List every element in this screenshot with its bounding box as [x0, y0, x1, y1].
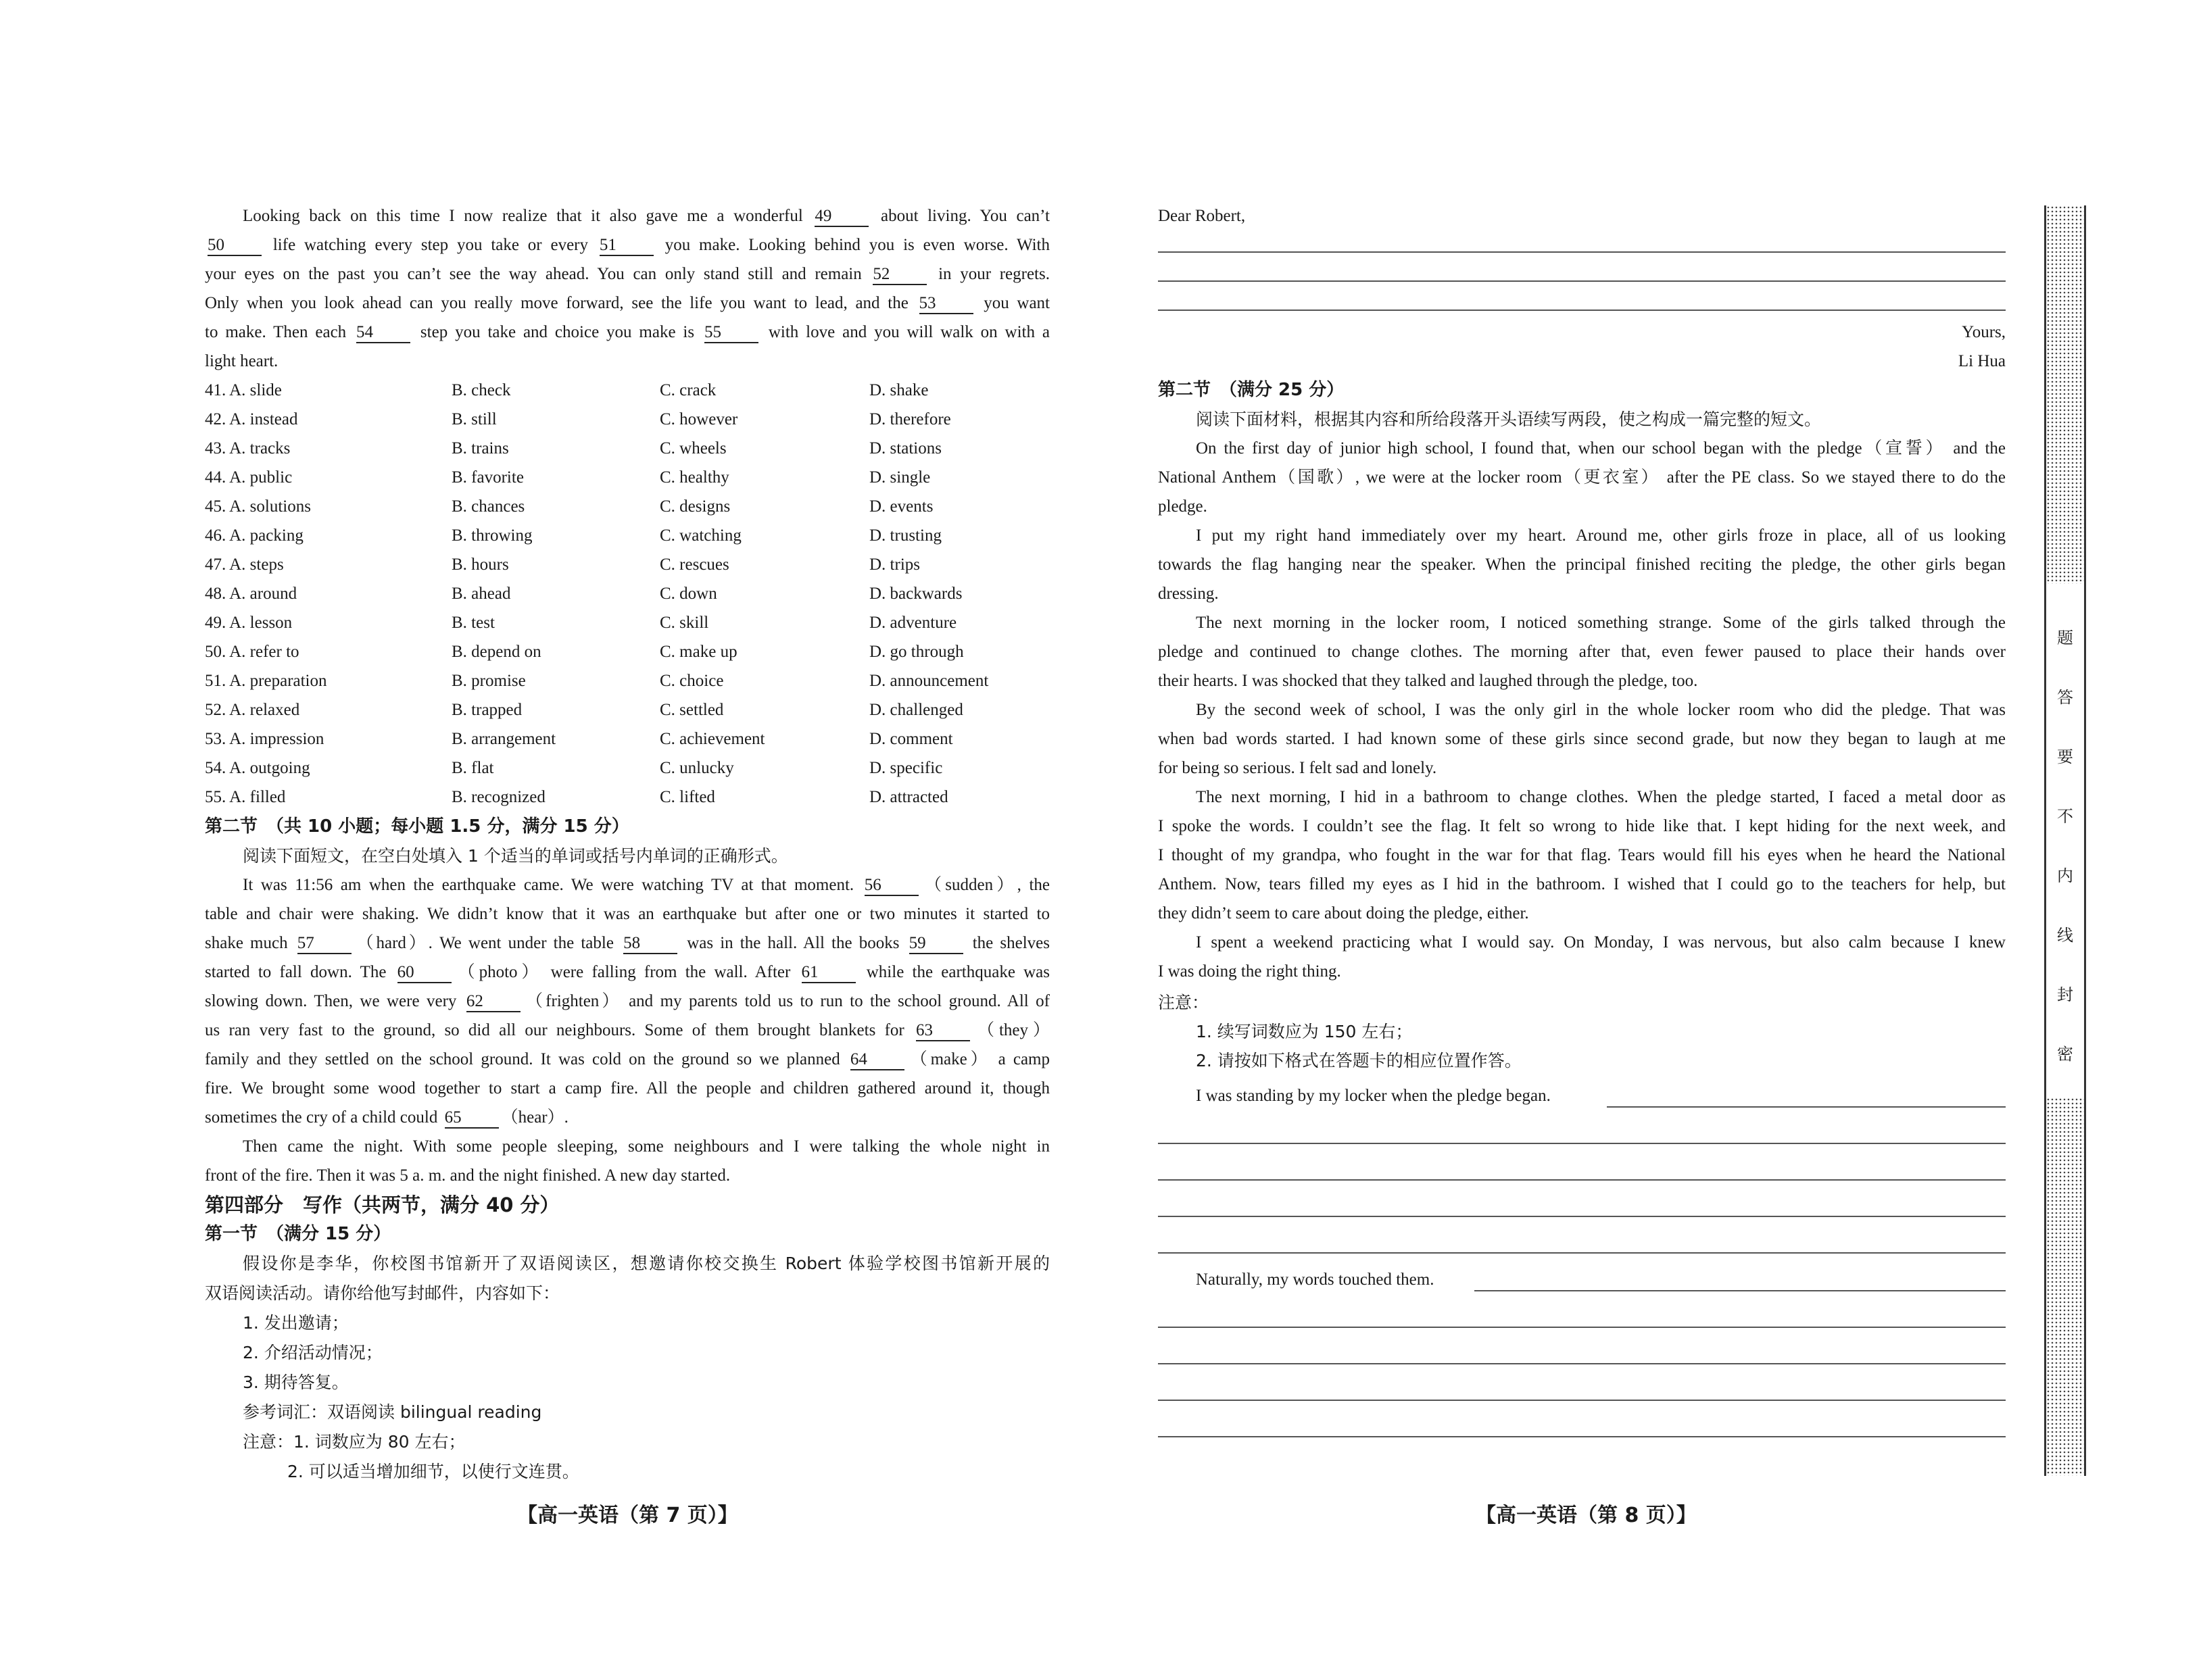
- story-line: The next morning in the locker room, I noticed something strange. Some of the girls talked through the: [1196, 614, 2006, 632]
- option-choice: C. choice: [660, 672, 724, 690]
- option-choice: C. make up: [660, 643, 737, 661]
- option-choice: B. promise: [452, 672, 526, 690]
- text-line: [205, 1132, 1050, 1161]
- seal-line-sidebar: [2044, 205, 2086, 1476]
- letter-greeting: Dear Robert,: [1158, 207, 1246, 225]
- grammar-fill-passage-end: [205, 1132, 1050, 1190]
- story-line: On the first day of junior high school, I found that, when our school began with the pledge（宣誓） and the: [1196, 439, 2006, 458]
- continuation-prompt-1: I was standing by my locker when the pledge began.: [1196, 1087, 1551, 1105]
- text-segment: shake much: [205, 934, 295, 952]
- option-choice: C. however: [660, 410, 738, 428]
- text-segment: in your regrets.: [929, 265, 1050, 283]
- section2-heading: 第二节 （共 10 小题；每小题 1.5 分，满分 15 分）: [205, 816, 629, 837]
- text-segment: table and chair were shaking. We didn’t know that it was an earthquake but after one or two minutes it started to: [205, 905, 1050, 923]
- text-segment: sometimes the cry of a child could: [205, 1108, 442, 1127]
- text-segment: （frighten） and my parents told us to run to the school ground. All of: [523, 992, 1050, 1010]
- option-choice: D. trusting: [869, 526, 942, 545]
- answer-line: [1607, 1106, 2006, 1108]
- letter-closing-yours: Yours,: [1962, 323, 2006, 341]
- option-choice: C. rescues: [660, 555, 729, 574]
- option-choice: 44. A. public: [205, 468, 293, 487]
- answer-line: [1158, 251, 2006, 253]
- option-row: [205, 376, 1050, 405]
- text-segment: while the earthquake was: [858, 963, 1050, 981]
- answer-line: [1158, 280, 2006, 282]
- option-choice: 42. A. instead: [205, 410, 298, 428]
- text-segment: （sudden）, the: [921, 876, 1050, 894]
- seal-line-char: 题: [2057, 628, 2073, 647]
- answer-line: [1474, 1290, 2006, 1291]
- story-line: I thought of my grandpa, who fought in the war for that flag. Tears would fill his eyes when he heard the National: [1158, 846, 2006, 864]
- cloze-passage-ending: [205, 201, 1050, 376]
- story-line: pledge.: [1158, 497, 1207, 516]
- option-choice: C. settled: [660, 701, 724, 719]
- text-segment: fire. We brought some wood together to start a camp fire. All the people and children gathered around it, though: [205, 1079, 1050, 1097]
- option-row: [205, 753, 1050, 783]
- text-segment: （they）: [972, 1021, 1050, 1039]
- writing-note-2: 2. 可以适当增加细节，以使行文连贯。: [287, 1462, 579, 1481]
- option-choice: 41. A. slide: [205, 381, 282, 399]
- option-choice: B. ahead: [452, 585, 511, 603]
- seal-line-char: 不: [2057, 807, 2073, 826]
- story-line: I spoke the words. I couldn’t see the flag. It felt so wrong to hide like that. I kept hiding for the next week, and: [1158, 817, 2006, 835]
- option-choice: D. trips: [869, 555, 920, 574]
- option-row: [205, 463, 1050, 492]
- option-choice: C. designs: [660, 497, 731, 516]
- part4-heading: 第四部分 写作（共两节，满分 40 分）: [205, 1193, 560, 1216]
- note-1: 1. 续写词数应为 150 左右；: [1196, 1022, 1413, 1041]
- text-segment: （hear）.: [501, 1108, 569, 1127]
- option-choice: C. unlucky: [660, 759, 734, 777]
- text-segment: to make. Then each: [205, 323, 354, 341]
- answer-blank[interactable]: 63: [916, 1021, 970, 1041]
- option-choice: D. adventure: [869, 614, 957, 632]
- story-line: I spent a weekend practicing what I would say. On Monday, I was nervous, but also calm because I knew: [1196, 933, 2006, 952]
- option-choice: 45. A. solutions: [205, 497, 311, 516]
- option-choice: 54. A. outgoing: [205, 759, 310, 777]
- text-line: 假设你是李华，你校图书馆新开了双语阅读区，想邀请你校交换生 Robert 体验学校图书馆新开展的: [243, 1254, 1050, 1273]
- option-choice: 49. A. lesson: [205, 614, 293, 632]
- answer-line: [1158, 310, 2006, 311]
- option-choice: 48. A. around: [205, 585, 297, 603]
- answer-blank[interactable]: 50: [208, 236, 262, 256]
- answer-line: [1158, 1327, 2006, 1328]
- answer-blank[interactable]: 51: [600, 236, 654, 256]
- answer-blank[interactable]: 55: [704, 323, 758, 343]
- story-line: I was doing the right thing.: [1158, 962, 1341, 981]
- text-segment: was in the hall. All the books: [680, 934, 906, 952]
- grammar-fill-passage: [205, 870, 1050, 1132]
- option-choice: 52. A. relaxed: [205, 701, 300, 719]
- option-row: [205, 608, 1050, 637]
- option-choice: C. lifted: [660, 788, 715, 806]
- sidebar-dot-pattern-top: [2046, 205, 2084, 584]
- text-segment: It was 11:56 am when the earthquake came. We were watching TV at that moment.: [243, 876, 862, 894]
- answer-blank[interactable]: 53: [919, 294, 973, 314]
- note-label: 注意：: [1158, 993, 1209, 1012]
- option-choice: B. throwing: [452, 526, 533, 545]
- seal-line-char: 封: [2057, 985, 2073, 1004]
- page-footer-7: 【高一英语（第 7 页）】: [517, 1504, 738, 1527]
- story-line: for being so serious. I felt sad and lonely.: [1158, 759, 1437, 777]
- option-row: [205, 724, 1050, 753]
- option-row: [205, 637, 1050, 666]
- text-line: [205, 1016, 1050, 1045]
- option-choice: C. healthy: [660, 468, 729, 487]
- option-row: [205, 405, 1050, 434]
- continuation-prompt-2: Naturally, my words touched them.: [1196, 1270, 1434, 1289]
- option-choice: D. therefore: [869, 410, 951, 428]
- option-choice: B. chances: [452, 497, 525, 516]
- cloze-options-table: [205, 376, 1050, 812]
- option-choice: B. flat: [452, 759, 494, 777]
- seal-line-char: 答: [2057, 688, 2073, 707]
- option-choice: D. stations: [869, 439, 942, 458]
- story-line: when bad words started. I had known some of these girls since second grade, but now they began to laugh at me: [1158, 730, 2006, 748]
- option-choice: B. trapped: [452, 701, 523, 719]
- story-line: The next morning, I hid in a bathroom to change clothes. When the pledge started, I faced a metal door as: [1196, 788, 2006, 806]
- answer-blank[interactable]: 52: [873, 265, 927, 285]
- answer-line: [1158, 1400, 2006, 1401]
- text-line: [205, 318, 1050, 347]
- option-row: [205, 550, 1050, 579]
- text-line: [205, 870, 1050, 899]
- option-choice: 46. A. packing: [205, 526, 304, 545]
- answer-line: [1158, 1143, 2006, 1144]
- answer-line: [1158, 1436, 2006, 1437]
- text-segment: the shelves: [965, 934, 1050, 952]
- writing-item-1: 1. 发出邀请；: [243, 1313, 349, 1333]
- text-line: [205, 201, 1050, 230]
- answer-blank[interactable]: 58: [623, 934, 677, 954]
- text-segment: you make. Looking behind you is even worse. With: [656, 236, 1050, 254]
- text-line: [205, 958, 1050, 987]
- text-segment: front of the fire. Then it was 5 a. m. and the night finished. A new day started.: [205, 1166, 731, 1185]
- text-segment: life watching every step you take or every: [264, 236, 597, 254]
- story-line: I put my right hand immediately over my heart. Around me, other girls froze in place, all of us looking: [1196, 526, 2006, 545]
- option-choice: B. arrangement: [452, 730, 556, 748]
- text-line: [205, 987, 1050, 1016]
- writing-item-2: 2. 介绍活动情况；: [243, 1343, 383, 1362]
- answer-blank[interactable]: 57: [297, 934, 352, 954]
- option-row: [205, 434, 1050, 463]
- story-line: they didn’t seem to care about doing the pledge, either.: [1158, 904, 1529, 922]
- answer-blank[interactable]: 64: [850, 1050, 904, 1070]
- option-choice: D. single: [869, 468, 931, 487]
- text-segment: Then came the night. With some people sleeping, some neighbours and I were talking the whole night in: [243, 1137, 1050, 1156]
- seal-line-char: 线: [2057, 926, 2073, 945]
- option-choice: D. go through: [869, 643, 964, 661]
- option-choice: D. attracted: [869, 788, 948, 806]
- text-segment: （photo） were falling from the wall. After: [454, 963, 799, 981]
- option-choice: B. favorite: [452, 468, 524, 487]
- answer-blank[interactable]: 49: [815, 207, 869, 227]
- text-line: [205, 1161, 1050, 1190]
- writing-task-prompt: [205, 1249, 1050, 1308]
- text-line: [205, 1045, 1050, 1074]
- answer-blank[interactable]: 56: [865, 876, 919, 896]
- option-choice: B. still: [452, 410, 497, 428]
- option-choice: C. achievement: [660, 730, 765, 748]
- story-line: towards the flag hanging near the speaker. When the principal finished reciting the pledge, the other girls began: [1158, 555, 2006, 574]
- part4-section1-heading: 第一节 （满分 15 分）: [205, 1224, 391, 1244]
- option-row: [205, 695, 1050, 724]
- text-segment: us ran very fast to the ground, so did all our neighbours. Some of them brought blankets for: [205, 1021, 913, 1039]
- option-choice: B. trains: [452, 439, 509, 458]
- text-segment: you want: [975, 294, 1050, 312]
- option-choice: D. backwards: [869, 585, 963, 603]
- option-choice: B. depend on: [452, 643, 541, 661]
- text-line: [205, 230, 1050, 260]
- answer-blank[interactable]: 59: [909, 934, 963, 954]
- option-choice: 55. A. filled: [205, 788, 286, 806]
- option-choice: B. recognized: [452, 788, 546, 806]
- answer-line: [1158, 1216, 2006, 1217]
- option-choice: D. announcement: [869, 672, 989, 690]
- option-row: [205, 579, 1050, 608]
- writing-note-1: 注意：1. 词数应为 80 左右；: [243, 1432, 466, 1452]
- text-line: [205, 260, 1050, 289]
- text-segment: with love and you will walk on with a: [760, 323, 1050, 341]
- note-2: 2. 请按如下格式在答题卡的相应位置作答。: [1196, 1051, 1522, 1070]
- option-choice: D. specific: [869, 759, 943, 777]
- text-segment: family and they settled on the school ground. It was cold on the ground so we planned: [205, 1050, 848, 1068]
- text-segment: step you take and choice you make is: [413, 323, 702, 341]
- story-line: pledge and continued to change clothes. The morning after that, even fewer paused to place their hands over: [1158, 643, 2006, 661]
- sidebar-dot-pattern-bottom: [2046, 1097, 2084, 1476]
- text-line: 双语阅读活动。请你给他写封邮件，内容如下：: [205, 1283, 560, 1303]
- text-line: [205, 1074, 1050, 1103]
- option-choice: C. skill: [660, 614, 709, 632]
- answer-blank[interactable]: 60: [397, 963, 452, 983]
- seal-line-char: 内: [2057, 866, 2073, 885]
- option-choice: 53. A. impression: [205, 730, 324, 748]
- seal-line-char: 要: [2057, 747, 2073, 766]
- text-line: [205, 899, 1050, 929]
- option-choice: 50. A. refer to: [205, 643, 299, 661]
- continuation-story: [1158, 434, 2006, 986]
- sec2-heading: 第二节 （满分 25 分）: [1158, 380, 1345, 400]
- option-choice: C. wheels: [660, 439, 727, 458]
- story-line: dressing.: [1158, 585, 1219, 603]
- option-choice: C. down: [660, 585, 717, 603]
- option-choice: D. shake: [869, 381, 929, 399]
- text-segment: （make） a camp: [906, 1050, 1050, 1068]
- text-line: [205, 289, 1050, 318]
- seal-line-char: 密: [2057, 1045, 2073, 1064]
- page-footer-8: 【高一英语（第 8 页）】: [1476, 1504, 1697, 1527]
- text-segment: Looking back on this time I now realize that it also gave me a wonderful: [243, 207, 813, 225]
- text-line: [205, 1103, 1050, 1132]
- text-line: [205, 347, 1050, 376]
- answer-blank[interactable]: 61: [802, 963, 856, 983]
- answer-blank[interactable]: 65: [445, 1108, 499, 1129]
- option-choice: D. comment: [869, 730, 953, 748]
- text-segment: （hard）. We went under the table: [354, 934, 621, 952]
- answer-blank[interactable]: 62: [466, 992, 521, 1012]
- option-row: [205, 666, 1050, 695]
- section2-instruction: 阅读下面短文，在空白处填入 1 个适当的单词或括号内单词的正确形式。: [243, 846, 788, 866]
- text-segment: about living. You can’t: [871, 207, 1050, 225]
- option-choice: B. test: [452, 614, 495, 632]
- letter-closing-name: Li Hua: [1958, 352, 2006, 370]
- writing-vocab-hint: 参考词汇：双语阅读 bilingual reading: [243, 1402, 542, 1422]
- answer-blank[interactable]: 54: [356, 323, 410, 343]
- text-segment: started to fall down. The: [205, 963, 395, 981]
- option-choice: 43. A. tracks: [205, 439, 291, 458]
- story-line: their hearts. I was shocked that they talked and laughed through the pledge, too.: [1158, 672, 1698, 690]
- option-row: [205, 521, 1050, 550]
- option-row: [205, 492, 1050, 521]
- option-choice: 51. A. preparation: [205, 672, 327, 690]
- answer-line: [1158, 1252, 2006, 1254]
- option-choice: B. check: [452, 381, 511, 399]
- option-choice: C. crack: [660, 381, 717, 399]
- text-segment: your eyes on the past you can’t see the way ahead. You can only stand still and remain: [205, 265, 871, 283]
- story-line: By the second week of school, I was the only girl in the whole locker room who did the pledge. That was: [1196, 701, 2006, 719]
- text-line: [205, 929, 1050, 958]
- story-line: Anthem. Now, tears filled my eyes as I hid in the bathroom. I wished that I could go to the teachers for help, but: [1158, 875, 2006, 893]
- option-choice: D. challenged: [869, 701, 963, 719]
- writing-item-3: 3. 期待答复。: [243, 1373, 349, 1392]
- option-choice: B. hours: [452, 555, 509, 574]
- text-segment: slowing down. Then, we were very: [205, 992, 464, 1010]
- text-segment: Only when you look ahead can you really move forward, see the life you want to lead, and the: [205, 294, 917, 312]
- option-choice: C. watching: [660, 526, 742, 545]
- option-row: [205, 783, 1050, 812]
- story-line: National Anthem（国歌）, we were at the locker room（更衣室） after the PE class. So we stayed there to do the: [1158, 468, 2006, 487]
- text-segment: light heart.: [205, 352, 279, 370]
- answer-line: [1158, 1363, 2006, 1364]
- sec2-instruction: 阅读下面材料，根据其内容和所给段落开头语续写两段，使之构成一篇完整的短文。: [1196, 410, 1822, 429]
- option-choice: 47. A. steps: [205, 555, 284, 574]
- option-choice: D. events: [869, 497, 934, 516]
- answer-line: [1158, 1179, 2006, 1181]
